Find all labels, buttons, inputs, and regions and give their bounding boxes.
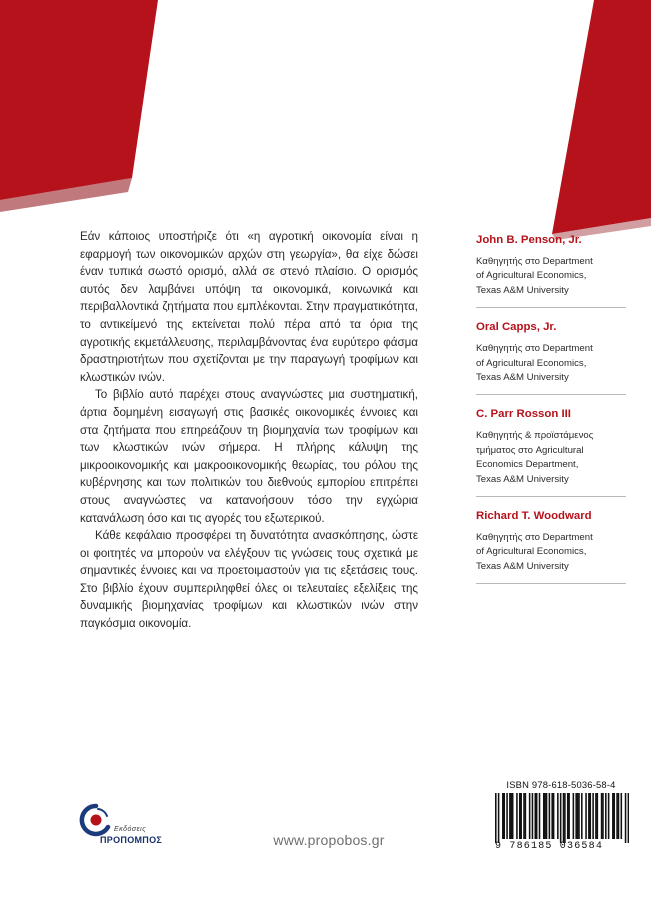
affiliation-line: Texas A&M University: [476, 372, 569, 384]
barcode-bar: [495, 793, 497, 843]
barcode-bar: [534, 793, 536, 839]
barcode-bar: [602, 793, 604, 839]
author-entry: [476, 508, 626, 584]
barcode-bar: [608, 793, 610, 839]
barcode-bar: [519, 793, 521, 839]
barcode-bar: [560, 793, 562, 843]
author-affiliation: [476, 342, 626, 394]
barcode-bar: [506, 793, 508, 839]
barcode-bar: [595, 793, 597, 839]
author-name: C. Parr Rosson III: [476, 408, 571, 421]
left-red-band: [0, 0, 158, 200]
isbn-barcode: [491, 779, 631, 852]
barcode-bar: [553, 793, 555, 839]
affiliation-line: Καθηγητής & προϊστάμενος: [476, 430, 594, 442]
author-affiliation: [476, 531, 626, 583]
author-name: Oral Capps, Jr.: [476, 321, 557, 334]
affiliation-line: of Agricultural Economics,: [476, 270, 587, 282]
barcode-bar: [625, 793, 627, 843]
barcode-bar: [564, 793, 566, 843]
barcode-bar: [563, 793, 565, 843]
barcode-bar: [536, 793, 538, 839]
barcode-bar: [557, 793, 559, 839]
barcode-bar: [525, 793, 527, 839]
barcode-bar: [597, 793, 599, 839]
affiliation-line: Καθηγητής στο Department: [476, 343, 593, 355]
barcode-bar: [618, 793, 620, 839]
barcode-bar: [502, 793, 504, 839]
barcode-bar: [523, 793, 525, 839]
affiliation-line: of Agricultural Economics,: [476, 546, 587, 558]
affiliation-line: Texas A&M University: [476, 560, 569, 572]
publisher-subtitle: Εκδόσεις: [114, 826, 147, 833]
barcode-digits: 9 786185 036584: [495, 841, 604, 852]
affiliation-line: τμήματος στο Agricultural: [476, 444, 584, 456]
barcode-bar: [612, 793, 614, 839]
barcode-bar: [532, 793, 534, 839]
author-list: [476, 232, 626, 595]
barcode-bar: [601, 793, 603, 839]
barcode-bar: [581, 793, 583, 839]
barcode-bar: [498, 793, 500, 843]
barcode-bar: [585, 793, 587, 839]
right-red-band: [552, 0, 651, 234]
barcode-bar: [573, 793, 575, 839]
author-affiliation: [476, 429, 626, 496]
barcode-bar: [588, 793, 590, 839]
barcode-bars: [495, 793, 629, 843]
back-cover-description: [80, 228, 418, 633]
author-affiliation: [476, 255, 626, 307]
barcode-bar: [503, 793, 505, 839]
barcode-bar: [512, 793, 514, 839]
barcode-bar: [575, 793, 577, 839]
affiliation-line: Economics Department,: [476, 459, 579, 471]
barcode-bar: [544, 793, 546, 839]
barcode-bar: [577, 793, 579, 839]
barcode-bar: [605, 793, 607, 839]
barcode-bar: [628, 793, 629, 843]
barcode-bar: [516, 793, 518, 839]
barcode-bar: [539, 793, 541, 839]
author-entry: [476, 406, 626, 497]
barcode-bar: [592, 793, 594, 839]
barcode-bar: [567, 793, 569, 839]
author-entry: [476, 319, 626, 395]
author-name: Richard T. Woodward: [476, 510, 592, 523]
affiliation-line: Texas A&M University: [476, 284, 569, 296]
affiliation-line: Καθηγητής στο Department: [476, 256, 593, 267]
barcode-bar: [546, 793, 548, 839]
barcode-bar: [621, 793, 623, 839]
description-paragraph: Κάθε κεφάλαιο προσφέρει τη δυνατότητα ανασκόπησης, ώστε οι φοιτητές να μπορούν να ελέγξουν τις γνώσεις τους σχετικά με σημαντικές έννοιες και να προετοιμαστούν για τις εξετάσεις τους. Στο βιβλίο έχουν συμπεριληφθεί όλες οι τελευταίες εξελίξεις της δυναμικής βιομηχανίας τροφίμων και κλωστικών ινών στην παγκόσμια οικονομία.: [80, 529, 418, 631]
publisher-logo-icon: [74, 803, 118, 837]
red-diagonal-banner: [0, 0, 651, 240]
barcode-bar: [578, 793, 580, 839]
barcode-bar: [511, 793, 513, 839]
barcode-bar: [616, 793, 618, 839]
description-paragraph: Το βιβλίο αυτό παρέχει στους αναγνώστες μια συστηματική, άρτια δομημένη εισαγωγή στις βασικές οικονομικές έννοιες και στα ζητήματα που επηρεάζουν τη βιομηχανία των τροφίμων και των κλωστικών ινών σήμερα. Η πλήρης κάλυψη της μικροοικονομικής και μακροοικονομικής θεωρίας, του ρόλου της κυβέρνησης και των πολιτικών του διεθνούς εμπορίου επιτρέπει στους αναγνώστες να κατανοήσουν τόσο την εγχώρια κατανάλωση όσο και τις αγορές του εξωτερικού.: [80, 388, 418, 525]
description-paragraph: Εάν κάποιος υποστήριζε ότι «η αγροτική οικονομία είναι η εφαρμογή των οικονομικών αρχών στη γεωργία», θα είχε δώσει έναν τυπικά σωστό ορισμό, αλλά σε στενό πλαίσιο. Ο ορισμός αυτός δεν λαμβάνει υπόψη τα οικονομικά, κοινωνικά και περιβαλλοντικά ζητήματα που εμπλέκονται. Στην πραγματικότητα, το αντικείμενό της εκτείνεται πολύ πέρα από τα όρια της αγροτικής εκμετάλλευσης, περιλαμβάνοντας ένα ευρύτερο φάσμα δραστηριοτήτων που σχετίζονται με την παραγωγή τροφίμων και κλωστικών ινών.: [80, 230, 418, 384]
barcode-bar: [549, 793, 551, 839]
affiliation-line: of Agricultural Economics,: [476, 357, 587, 369]
author-name: John B. Penson, Jr.: [476, 234, 582, 246]
barcode-bar: [543, 793, 545, 839]
affiliation-line: Texas A&M University: [476, 473, 569, 485]
barcode-bar: [613, 793, 615, 839]
author-entry: [476, 232, 626, 308]
barcode-bar: [568, 793, 570, 839]
barcode-bar: [509, 793, 511, 839]
barcode-bar: [520, 793, 522, 839]
publisher-website: www.propobos.gr: [273, 832, 385, 848]
barcode-bar: [529, 793, 531, 839]
publisher-name: ΠΡΟΠΟΜΠΟΣ: [100, 835, 163, 845]
barcode-bar: [551, 793, 553, 839]
barcode-bar: [590, 793, 592, 839]
isbn-label: ISBN 978-618-5036-58-4: [506, 779, 616, 790]
affiliation-line: Καθηγητής στο Department: [476, 532, 593, 544]
publisher-logo: [74, 803, 164, 853]
